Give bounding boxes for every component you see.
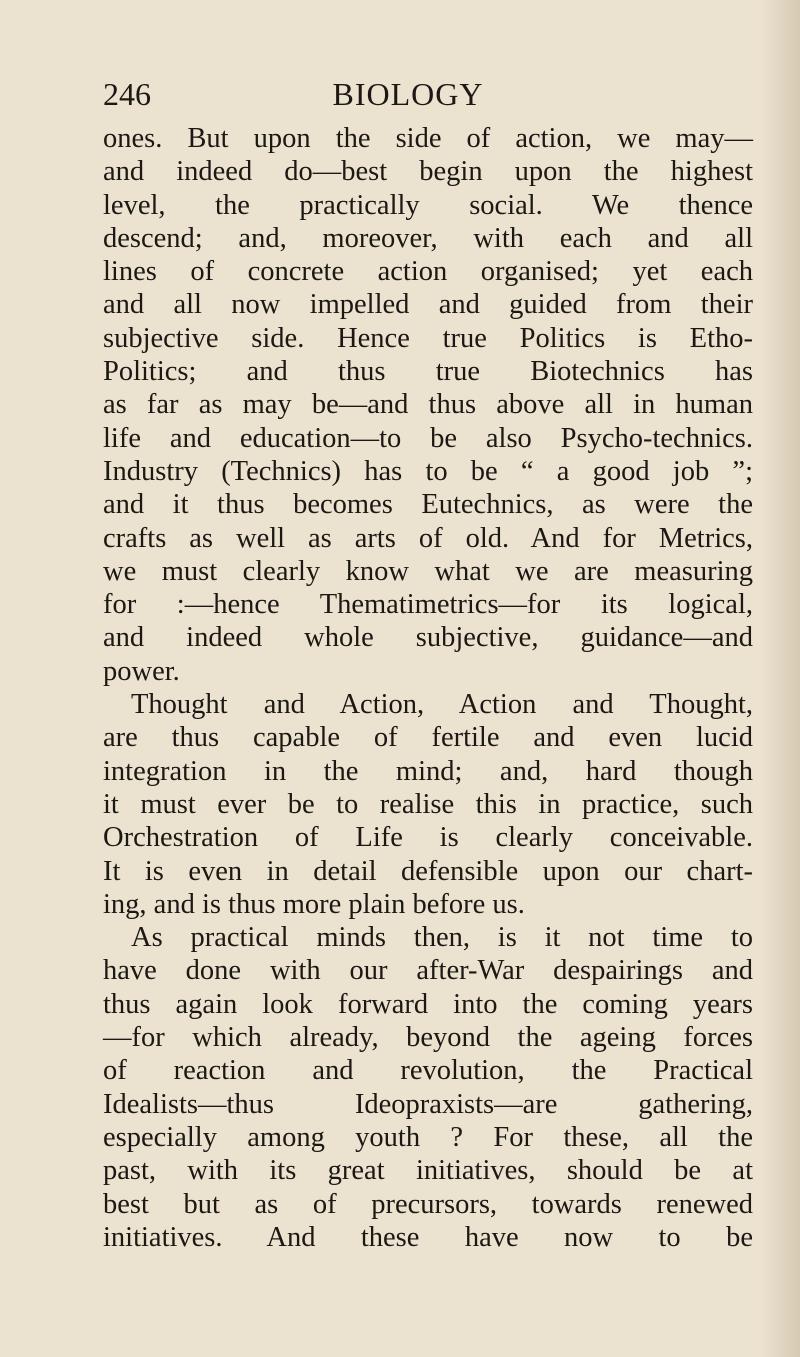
page-edge-shadow bbox=[760, 0, 800, 1357]
text-line: and indeed do—best begin upon the highest bbox=[103, 156, 753, 188]
text-line: we must clearly know what we are measuring bbox=[103, 555, 753, 587]
paragraph-start-line: As practical minds then, is it not time to bbox=[131, 922, 753, 954]
text-line: of reaction and revolution, the Practical bbox=[103, 1055, 753, 1087]
text-line: especially among youth ? For these, all the bbox=[103, 1121, 753, 1153]
paragraph-start-line: Thought and Action, Action and Thought, bbox=[131, 689, 753, 721]
text-line: it must ever be to realise this in practice, such bbox=[103, 788, 753, 820]
text-line: Idealists—thus Ideopraxists—are gathering, bbox=[103, 1088, 753, 1120]
running-title: BIOLOGY bbox=[332, 76, 484, 112]
text-line: ones. But upon the side of action, we may— bbox=[103, 123, 753, 154]
text-line: for :—hence Thematimetrics—for its logical, bbox=[103, 589, 753, 621]
paragraph-end-line: ing, and is thus more plain before us. bbox=[103, 888, 525, 920]
text-line: are thus capable of fertile and even lucid bbox=[103, 722, 753, 754]
text-line: initiatives. And these have now to be bbox=[103, 1221, 753, 1253]
text-line: and all now impelled and guided from their bbox=[103, 289, 753, 321]
text-line: —for which already, beyond the ageing forces bbox=[103, 1022, 753, 1054]
text-line: level, the practically social. We thence bbox=[103, 189, 753, 221]
text-line: It is even in detail defensible upon our chart- bbox=[103, 855, 753, 887]
text-line: descend; and, moreover, with each and all bbox=[103, 222, 753, 254]
text-line: and indeed whole subjective, guidance—and bbox=[103, 622, 753, 654]
text-line: have done with our after-War despairings and bbox=[103, 955, 753, 987]
paragraph-end-line: power. bbox=[103, 655, 180, 687]
text-line: lines of concrete action organised; yet each bbox=[103, 256, 753, 288]
text-line: life and education—to be also Psycho-technics. bbox=[103, 422, 753, 454]
text-line: past, with its great initiatives, should be at bbox=[103, 1155, 753, 1187]
text-line: as far as may be—and thus above all in human bbox=[103, 389, 753, 421]
text-line: Politics; and thus true Biotechnics has bbox=[103, 356, 753, 388]
running-head bbox=[103, 72, 713, 116]
text-line: and it thus becomes Eutechnics, as were the bbox=[103, 489, 753, 521]
text-line: integration in the mind; and, hard though bbox=[103, 755, 753, 787]
text-line: Industry (Technics) has to be “ a good job ”; bbox=[103, 455, 753, 487]
page-number: 246 bbox=[103, 76, 151, 112]
text-line: subjective side. Hence true Politics is Etho- bbox=[103, 322, 753, 354]
body-text bbox=[103, 122, 753, 1254]
text-line: best but as of precursors, towards renewed bbox=[103, 1188, 753, 1220]
text-line: thus again look forward into the coming years bbox=[103, 988, 753, 1020]
text-line: Orchestration of Life is clearly conceivable. bbox=[103, 822, 753, 854]
text-line: crafts as well as arts of old. And for Metrics, bbox=[103, 522, 753, 554]
